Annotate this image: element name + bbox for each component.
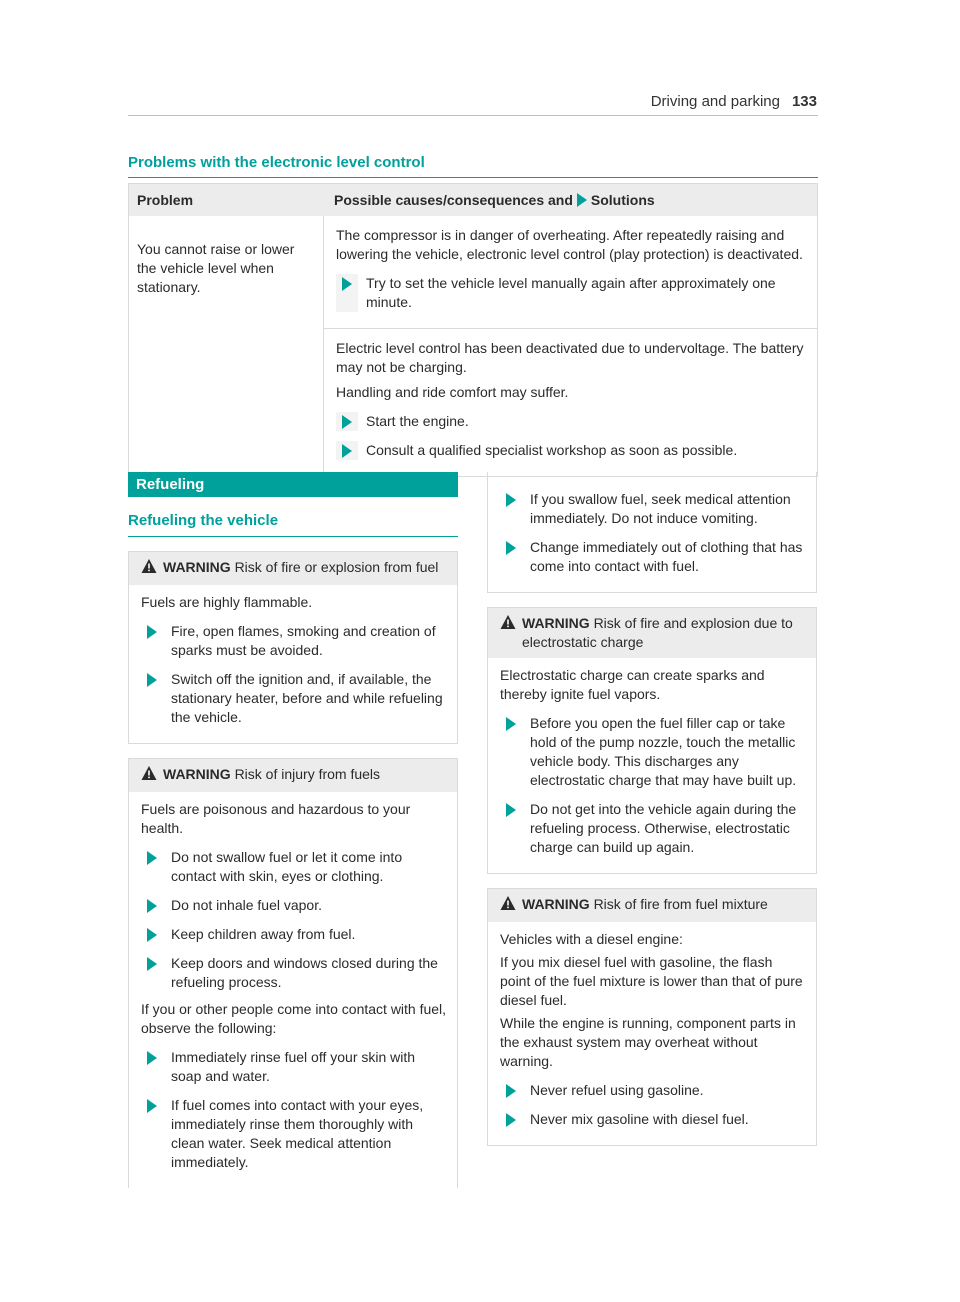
warning-body (488, 472, 816, 592)
warning-title: Risk of fire from fuel mixture (593, 896, 768, 912)
warning-header (129, 759, 457, 792)
arrow-icon (506, 1084, 516, 1098)
instruction-step (141, 670, 447, 727)
warning-text: Fuels are highly flammable. (141, 594, 313, 610)
warning-text: Electrostatic charge can create sparks and thereby ignite fuel vapors. (500, 667, 765, 702)
warning-text: Fuels are poisonous and hazardous to your health. (141, 801, 411, 836)
instruction-step (500, 800, 806, 857)
consequence-text: Handling and ride comfort may suffer. (336, 384, 569, 400)
warning-box-fuel-mixture (487, 888, 817, 1146)
warning-text: Vehicles with a diesel engine: (500, 931, 683, 947)
warning-title: Risk of injury from fuels (234, 766, 381, 782)
instruction-step (500, 1110, 806, 1129)
instruction-step (141, 954, 447, 992)
right-column (487, 472, 817, 1146)
warning-header (129, 552, 457, 585)
step-text: Consult a qualified specialist workshop as soon as possible. (366, 442, 738, 458)
instruction-step (141, 1048, 447, 1086)
warning-box-injury-fuels (128, 758, 458, 1188)
arrow-icon (506, 541, 516, 555)
warning-box-fire-explosion (128, 551, 458, 744)
step-text: Before you open the fuel filler cap or take hold of the pump nozzle, touch the metallic vehicle body. This discharges any electrostatic charge that may have built up. (530, 715, 797, 788)
instruction-step (500, 714, 806, 790)
arrow-icon (147, 673, 157, 687)
arrow-icon (147, 1099, 157, 1113)
step-text: Keep children away from fuel. (171, 926, 356, 942)
step-text: Try to set the vehicle level manually again after approximately one minute. (366, 275, 776, 310)
warning-triangle-icon (500, 895, 516, 911)
step-text: Start the engine. (366, 413, 469, 429)
instruction-step (141, 896, 447, 915)
step-text: If you swallow fuel, seek medical attention immediately. Do not induce vomiting. (530, 491, 791, 526)
warning-triangle-icon (500, 614, 516, 630)
warning-text: If you mix diesel fuel with gasoline, the flash point of the fuel mixture is lower than that of pure diesel fuel. (500, 954, 803, 1008)
running-header (651, 93, 817, 110)
step-text: Switch off the ignition and, if available, the stationary heater, before and while refueling the vehicle. (171, 671, 443, 725)
step-text: Never refuel using gasoline. (530, 1082, 704, 1098)
header-section: Driving and parking (650, 93, 780, 110)
warning-body (129, 585, 457, 743)
warning-triangle-icon (141, 558, 157, 574)
warning-box-injury-fuels-continued (487, 472, 817, 593)
instruction-step (500, 490, 806, 528)
warning-triangle-icon (141, 765, 157, 781)
arrow-icon (506, 717, 516, 731)
instruction-step (336, 274, 809, 312)
refueling-subtitle: Refueling the vehicle (128, 511, 458, 537)
instruction-step (336, 441, 809, 460)
instruction-step (141, 925, 447, 944)
warning-body (488, 658, 816, 873)
step-text: Do not inhale fuel vapor. (171, 897, 322, 913)
problems-table (128, 183, 818, 477)
arrow-icon (342, 444, 352, 458)
instruction-step (141, 1096, 447, 1172)
arrow-icon (147, 928, 157, 942)
header-divider (128, 115, 818, 116)
arrow-icon (342, 277, 352, 291)
step-text: If fuel comes into contact with your eyes, immediately rinse them thoroughly with clean water. Seek medical attention immediately. (171, 1097, 424, 1170)
warning-text: While the engine is running, component parts in the exhaust system may overheat without warning. (500, 1015, 796, 1069)
warning-title: Risk of fire or explosion from fuel (234, 559, 439, 575)
warning-label: WARNING (522, 896, 590, 912)
arrow-icon (147, 1051, 157, 1065)
arrow-icon (342, 415, 352, 429)
instruction-step (141, 622, 447, 660)
warning-label: WARNING (163, 766, 231, 782)
warning-label: WARNING (163, 559, 231, 575)
table-row (129, 216, 817, 476)
left-column (128, 472, 458, 1188)
col-solutions-prefix: Possible causes/consequences and (334, 191, 573, 208)
step-text: Change immediately out of clothing that has come into contact with fuel. (530, 539, 803, 574)
step-text: Do not swallow fuel or let it come into contact with skin, eyes or clothing. (171, 849, 403, 884)
arrow-icon (506, 493, 516, 507)
warning-body (488, 922, 816, 1145)
warning-body (129, 792, 457, 1188)
step-text: Never mix gasoline with diesel fuel. (530, 1111, 749, 1127)
page-number: 133 (791, 93, 817, 110)
table-header (129, 184, 817, 216)
col-solutions-header (322, 191, 817, 210)
cause-text: The compressor is in danger of overheating. After repeatedly raising and lowering the vehicle, electronic level control (play protection) is deactivated. (336, 227, 803, 262)
solutions-cell (324, 216, 817, 476)
solution-block-2 (324, 328, 817, 476)
cause-text: Electric level control has been deactivated due to undervoltage. The battery may not be charging. (336, 340, 804, 375)
instruction-step (336, 412, 809, 431)
problem-cell: You cannot raise or lower the vehicle level when stationary. (129, 216, 324, 476)
col-solutions-suffix: Solutions (590, 191, 655, 208)
col-problem-header: Problem (137, 191, 194, 208)
arrow-icon (147, 957, 157, 971)
warning-title: Risk of fire and explosion due to electrostatic charge (522, 615, 793, 650)
warning-header (488, 608, 816, 658)
step-text: Immediately rinse fuel off your skin with soap and water. (171, 1049, 416, 1084)
step-text: Keep doors and windows closed during the refueling process. (171, 955, 438, 990)
arrow-icon (147, 851, 157, 865)
step-text: Fire, open flames, smoking and creation of sparks must be avoided. (171, 623, 436, 658)
solution-block-1 (324, 216, 817, 328)
warning-label: WARNING (522, 615, 590, 631)
step-text: Do not get into the vehicle again during the refueling process. Otherwise, electrostatic charge can build up again. (530, 801, 797, 855)
arrow-icon (577, 193, 587, 207)
arrow-icon (506, 1113, 516, 1127)
warning-header (488, 889, 816, 922)
arrow-icon (147, 899, 157, 913)
warning-text: If you or other people come into contact with fuel, observe the following: (141, 1001, 447, 1036)
arrow-icon (506, 803, 516, 817)
arrow-icon (147, 625, 157, 639)
instruction-step (500, 1081, 806, 1100)
problems-section-title: Problems with the electronic level control (128, 154, 818, 178)
warning-box-electrostatic (487, 607, 817, 874)
refueling-section-bar: Refueling (128, 472, 458, 497)
instruction-step (500, 538, 806, 576)
instruction-step (141, 848, 447, 886)
